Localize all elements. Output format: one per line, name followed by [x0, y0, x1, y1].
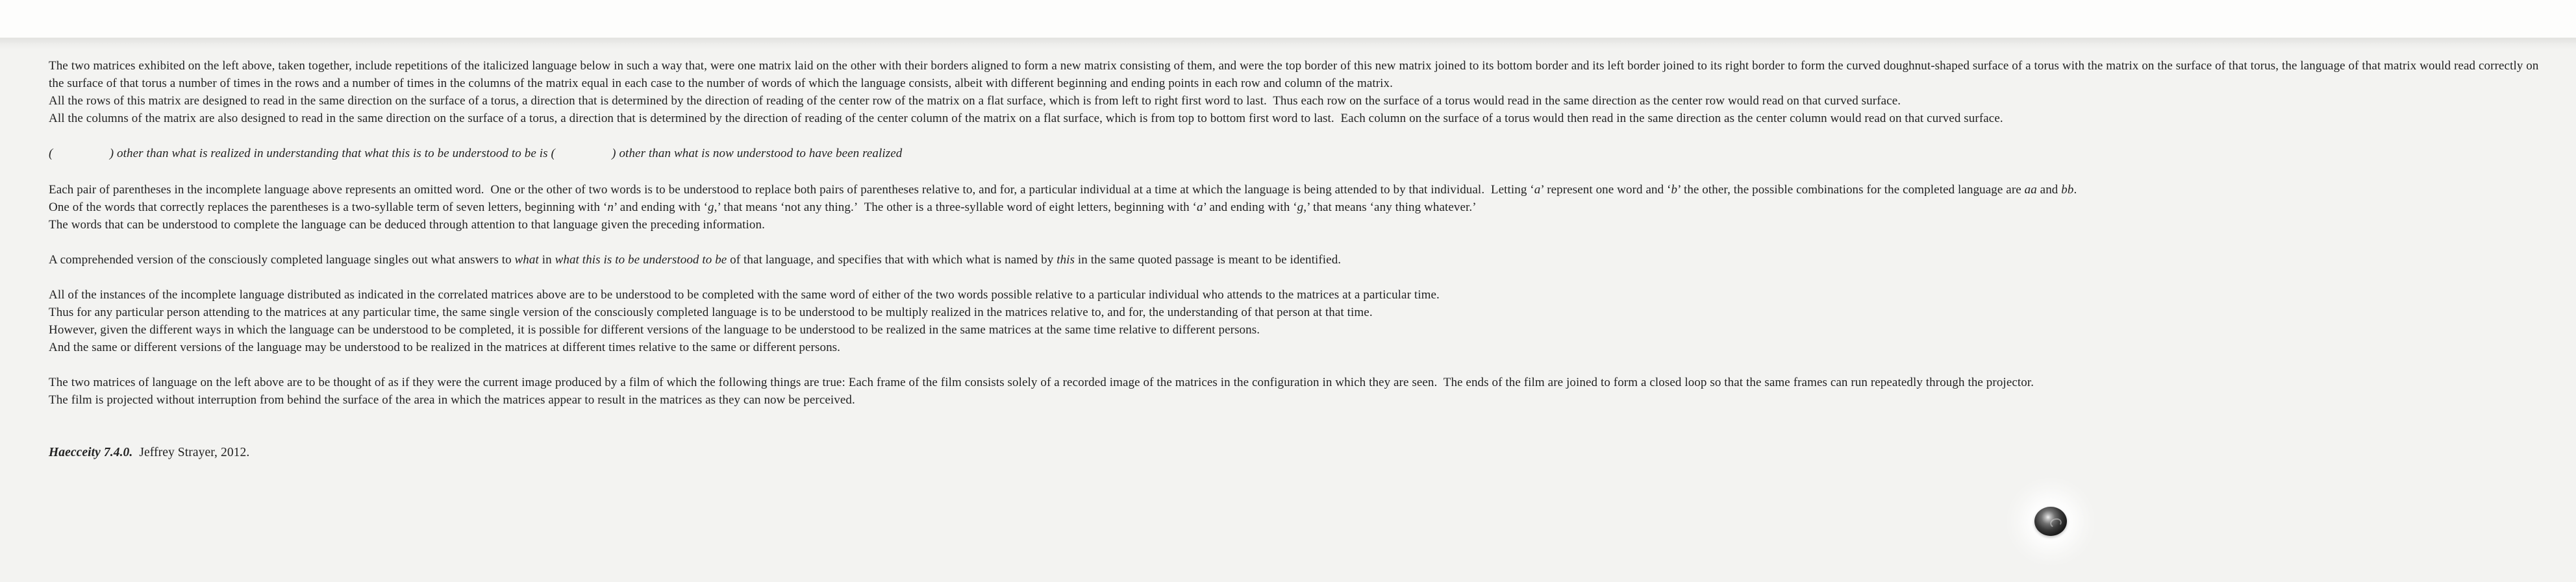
sentence-words-deduced: The words that can be understood to complete the language can be deduced through attention to that language given the preceding information. [49, 218, 765, 232]
incomplete-language-line [49, 145, 2539, 162]
metal-tack-icon [2034, 507, 2067, 536]
paragraph-comprehended-version [49, 251, 2539, 269]
sentence-film-frames: The two matrices of language on the left above are to be thought of as if they were the current image produced by a film of which the following things are true: Each frame of the film consists solely of a recorded image of the matrices in the configuration in which they are seen. The ends of the film are joined to form a closed loop so that the same frames can run repeatedly through the projector. [49, 376, 2034, 389]
top-white-band [0, 0, 2576, 38]
tack-halo-glow [2007, 478, 2095, 566]
paragraph-torus-reading [49, 57, 2542, 127]
sentence-torus-construction: The two matrices exhibited on the left above, taken together, include repetitions of the italicized language below in such a way that, were one matrix laid on the other with their borders aligned to form a new matrix consisting of them, and were the top border of this new matrix joined to its bottom border and its left border joined to its right border to form the curved doughnut-shaped surface of a torus with the matrix on the surface of that torus, the language of that matrix would read correctly on the surface of that torus a number of times in the rows and a number of times in the columns of the matrix equal in each case to the number of words of which the language consists, albeit with different beginning and ending points in each row and column of the matrix. [49, 59, 2542, 90]
statement-panel [0, 49, 2576, 582]
artwork-caption: Haecceity 7.4.0. Jeffrey Strayer, 2012. [49, 446, 250, 459]
sentence-columns-direction: All the columns of the matrix are also designed to read in the same direction on the surface of a torus, a direction that is determined by the direction of reading of the center column of the matrix on a flat surface, which is from top to bottom first word to last. Each column on the surface of a torus would then read in the same direction as the center column would read on that curved surface. [49, 112, 2003, 125]
sentence-comprehended-version: A comprehended version of the consciously completed language singles out what answers to what in what this is to be understood to be of that language, and specifies that with which what is named by this in the same quoted passage is meant to be identified. [49, 253, 1342, 267]
sentence-instances-same-word: All of the instances of the incomplete language distributed as indicated in the correlated matrices above are to be understood to be completed with the same word of either of the two words possible relative to a particular individual who attends to the matrices at a particular time. [49, 288, 1440, 302]
paragraph-film-loop [49, 374, 2539, 409]
sentence-film-projection: The film is projected without interruption from behind the surface of the area in which the matrices appear to result in the matrices as they can now be perceived. [49, 393, 855, 407]
sentence-rows-direction: All the rows of this matrix are designed to read in the same direction on the surface of a torus, a direction that is determined by the direction of reading of the center row of the matrix on a flat surface, which is from left to right first word to last. Thus each row on the surface of a torus would read in the same direction as the center row would read on that curved surface. [49, 94, 1901, 108]
sentence-incomplete-language: ( ) other than what is realized in understanding that what this is to be understood to be is ( ) other than what is now understood to have been realized [49, 147, 903, 160]
sentence-word-descriptions: One of the words that correctly replaces the parentheses is a two-syllable term of seven letters, beginning with ‘n’ and ending with ‘g,’ that means ‘not any thing.’ The other is a three-syllable word of eight letters, beginning with ‘a’ and ending with ‘g,’ that means ‘any thing whatever.’ [49, 200, 1477, 214]
sentence-parentheses-omitted-word: Each pair of parentheses in the incomplete language above represents an omitted word. One or the other of two words is to be understood to replace both pairs of parentheses relative to, and for, a particular individual at a time at which the language is being attended to by that individual. Letting ‘a’ represent one word and ‘b’ the other, the possible combinations for the completed language are aa and bb. [49, 183, 2077, 197]
paragraph-parentheses-words [49, 181, 2539, 234]
sentence-different-times: And the same or different versions of the language may be understood to be realized in the matrices at different times relative to the same or different persons. [49, 341, 841, 354]
paragraph-instances-completion [49, 286, 2539, 356]
statement-text-block [49, 57, 2542, 461]
sentence-multiply-realized: Thus for any particular person attending to the matrices at any particular time, the same single version of the consciously completed language is to be understood to be multiply realized in the matrices relative to, and for, the understanding of that person at that time. [49, 306, 1373, 319]
sentence-different-versions: However, given the different ways in which the language can be understood to be completed, it is possible for different versions of the language to be understood to be realized in the same matrices at the same time relative to different persons. [49, 323, 1260, 337]
panel-shadow-strip [0, 38, 2576, 49]
